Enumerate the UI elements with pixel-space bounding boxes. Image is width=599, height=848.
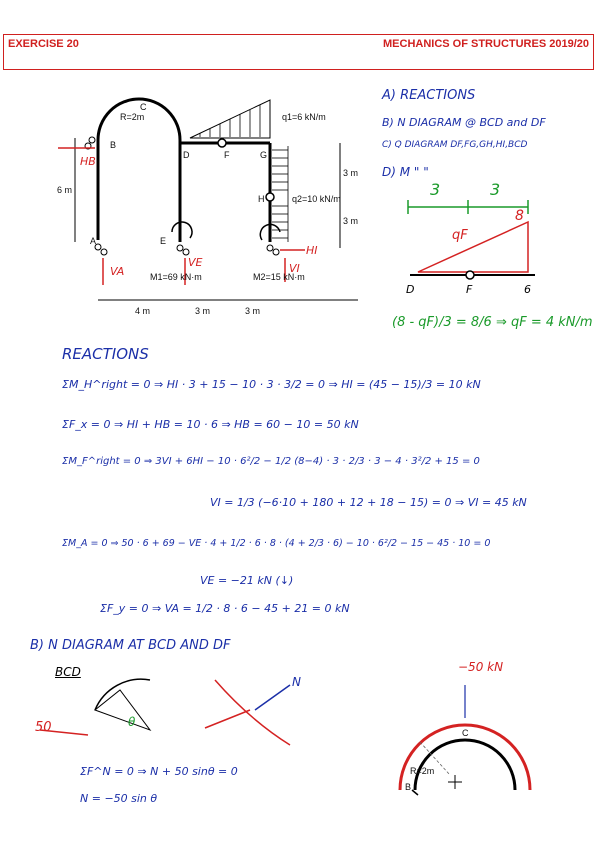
sketch-seg2: 3 [490, 180, 501, 199]
n-diagram-black-arc [415, 740, 515, 790]
fbd-theta: θ [128, 715, 136, 729]
sketch-f: F [466, 283, 473, 296]
n-diagram-value: −50 kN [458, 660, 504, 674]
fbd-arc [95, 679, 150, 710]
label-c: C [140, 102, 147, 112]
load-q1-arrows [200, 105, 260, 137]
equation-5: ΣM_A = 0 ⇒ 50 · 6 + 69 − VE · 4 + 1/2 · 6 · 8 · (4 + 2/3 · 6) − 10 · 6²/2 − 15 − 45 · 10 = 0 [62, 538, 491, 549]
sketch-qf: qF [452, 228, 468, 243]
label-q2: q2=10 kN/m [292, 194, 341, 204]
n-diagram-b: B [405, 782, 412, 792]
label-hi: HI [306, 244, 318, 257]
support-e [177, 245, 189, 255]
label-dim3b: 3 m [343, 216, 359, 226]
equation-3: ΣM_F^right = 0 ⇒ 3VI + 6HI − 10 · 6²/2 − 1/2 (8−4) · 3 · 2/3 · 3 − 4 · 3²/2 + 15 = 0 [62, 456, 480, 467]
support-b [85, 137, 95, 149]
fbd-normal-arrow [255, 685, 290, 710]
label-d: D [183, 150, 190, 160]
equation-4: VI = 1/3 (−6·10 + 180 + 12 + 18 − 15) = 0 ⇒ VI = 45 kN [210, 496, 527, 509]
label-height: 6 m [57, 185, 73, 195]
header-exercise-number: EXERCISE 20 [8, 38, 79, 50]
sketch-result: (8 - qF)/3 = 8/6 ⇒ qF = 4 kN/m [392, 315, 593, 330]
label-hb: HB [80, 155, 96, 168]
equation-6: VE = −21 kN (↓) [200, 574, 294, 587]
section-b-eq2: N = −50 sin θ [80, 792, 158, 805]
section-b-subtitle: BCD [55, 665, 81, 679]
label-radius: R=2m [120, 112, 145, 122]
load-q2-arrows [272, 146, 288, 242]
label-f: F [224, 150, 230, 160]
n-diagram-c: C [462, 728, 469, 738]
label-span3b: 3 m [245, 306, 261, 316]
sketch-d: D [406, 283, 415, 296]
fbd-cut-curve [215, 680, 290, 745]
label-m1: M1=69 kN·m [150, 272, 202, 282]
label-g: G [260, 150, 268, 160]
label-e: E [160, 236, 167, 246]
fbd-n-label: N [292, 675, 301, 689]
label-a: A [90, 236, 97, 246]
sketch-end: 8 [515, 208, 524, 224]
label-ve: VE [188, 256, 203, 269]
hinge-h [266, 193, 274, 201]
equation-2: ΣF_x = 0 ⇒ HI + HB = 10 · 6 ⇒ HB = 60 − 10 = 50 kN [62, 418, 359, 431]
label-dim3a: 3 m [343, 168, 359, 178]
equation-1: ΣM_H^right = 0 ⇒ HI · 3 + 15 − 10 · 3 · 3/2 = 0 ⇒ HI = (45 − 15)/3 = 10 kN [62, 378, 481, 391]
n-diagram-r: R=2m [410, 766, 435, 776]
task-b: B) N DIAGRAM @ BCD and DF [382, 116, 546, 129]
sketch-load-triangle [418, 222, 528, 272]
label-h: H [258, 194, 265, 204]
reactions-title: REACTIONS [62, 345, 149, 363]
task-c: C) Q DIAGRAM DF,FG,GH,HI,BCD [382, 140, 528, 150]
header-course-title: MECHANICS OF STRUCTURES 2019/20 [383, 38, 589, 50]
equation-7: ΣF_y = 0 ⇒ VA = 1/2 · 8 · 6 − 45 + 21 = 0 kN [100, 602, 350, 615]
label-b: B [110, 140, 117, 150]
section-b-eq1: ΣF^N = 0 ⇒ N + 50 sinθ = 0 [80, 765, 238, 778]
fbd-force-label: 50 [35, 720, 52, 735]
label-q1: q1=6 kN/m [282, 112, 326, 122]
sketch-seg1: 3 [430, 180, 441, 199]
moment-m1 [172, 222, 192, 238]
hinge-f [218, 139, 226, 147]
label-va: VA [110, 265, 125, 278]
sketch-six: 6 [524, 283, 531, 296]
label-span4: 4 m [135, 306, 151, 316]
label-vi: VI [289, 262, 300, 275]
section-b-title: B) N DIAGRAM AT BCD AND DF [30, 638, 231, 653]
label-m2: M2=15 kN·m [253, 272, 305, 282]
support-i [267, 245, 279, 255]
label-span3a: 3 m [195, 306, 211, 316]
support-a [95, 244, 107, 255]
task-a: A) REACTIONS [382, 88, 476, 103]
task-d: D) M " " [382, 165, 429, 179]
